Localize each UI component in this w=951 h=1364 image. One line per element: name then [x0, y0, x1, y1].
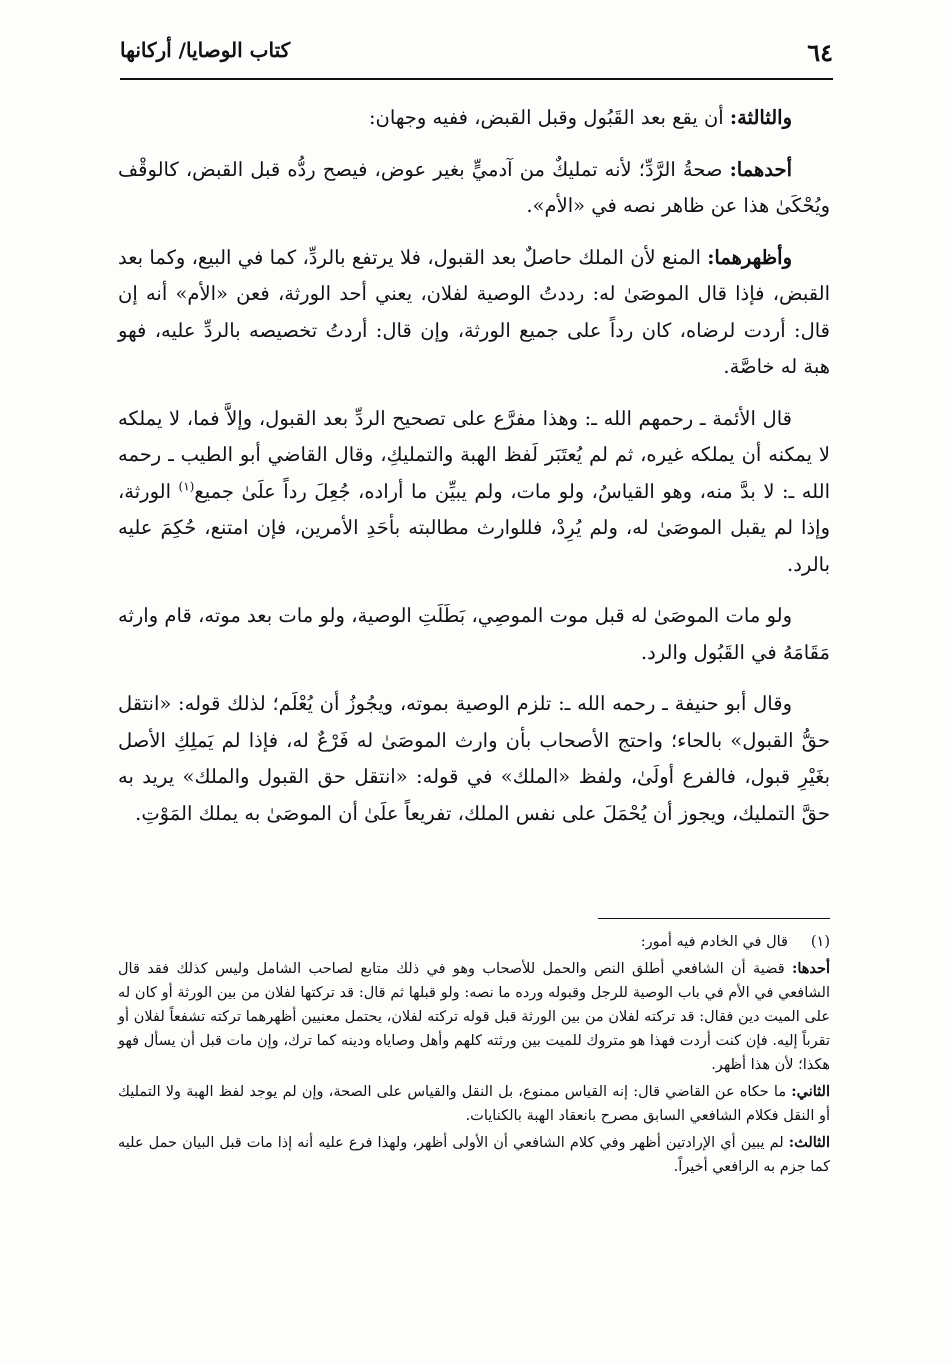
paragraph-death-case — [118, 598, 830, 671]
footnote-lead: الثاني: — [791, 1083, 830, 1100]
paragraph-text: المنع لأن الملك حاصلٌ بعد القبول، فلا يرتفع بالردِّ، كما في البيع، وكما بعد القبض، فإذا قال الموصَىٰ له: رددتُ الوصية لفلان، يعني أحد الورثة، فعن «الأم» أنه إن قال: أردت لرضاه، كان رداً على جميع الورثة، وإن قال: أردتُ تخصيصه بالردِّ عليه، فهو هبة له خاصَّة. — [118, 245, 830, 378]
paragraph-text: أن يقع بعد القَبُول وقبل القبض، ففيه وجهان: — [368, 106, 730, 129]
paragraph-text: الورثة، وإذا لم يقبل الموصَىٰ له، ولم يُرِدْ، فللوارث مطالبته بأحَدِ الأمرين، فإن امتنع، حُكِمَ عليه بالرد. — [118, 479, 830, 576]
paragraph-text: ولو مات الموصَىٰ له قبل موت الموصِي، بَطَلَتِ الوصية، ولو مات بعد موته، قام وارثه مَقَامَهُ في القَبُول والرد. — [118, 604, 830, 664]
paragraph-text: قال الأئمة ـ رحمهم الله ـ: وهذا مفرَّع على تصحيح الردِّ بعد القبول، وإلاَّ فما، لا يملكه لا يمكنه أن يملكه غيره، ثم لم يُعتَبَر لَفظ الهبة والتمليكِ، وقال القاضي أبو الطيب ـ رحمه الله ـ: لا بدَّ منه، وهو القياسُ، ولو مات، ولم يبيِّن ما أراده، جُعِلَ رداً علَىٰ جميع — [118, 406, 830, 503]
footnote-text: ما حكاه عن القاضي قال: إنه القياس ممنوع، بل النقل والقياس على الصحة، وإن لم يوجد لفظ الهبة ولا التمليك أو النقل فكلام الشافعي السابق مصرح بانعقاد الهبة بالكنايات. — [118, 1084, 830, 1124]
paragraph-abu-hanifa — [118, 686, 830, 832]
footnote-divider — [598, 918, 830, 919]
paragraph-lead: أحدهما: — [729, 157, 792, 181]
paragraph-first-view — [118, 152, 830, 225]
footnote-number: (١) — [810, 934, 830, 950]
footnote-reference[interactable]: (١) — [178, 479, 195, 493]
paragraph-lead: والثالثة: — [729, 106, 792, 129]
footnote-lead: الثالث: — [788, 1134, 830, 1151]
footnote-point-second — [118, 1080, 830, 1128]
paragraph-text: وقال أبو حنيفة ـ رحمه الله ـ: تلزم الوصية بموته، ويجُوزُ أن يُعْلَم؛ لذلك قوله: «انتقل حقُّ القبول» بالحاء؛ واحتج الأصحاب بأن وارث الموصَىٰ له فَرْعٌ له، فإذا لم يَملِكِ الأصل بغَيْرِ قبول، فالفرع أولَىٰ، ولفظ «الملك» في قوله: «انتقل حق القبول والملك» يريد به حقَّ التمليك، ويجوز أن يُحْمَلَ على نفس الملك، تفريعاً علَىٰ أن الموصَىٰ به يملك المَوْتِ. — [118, 692, 830, 825]
footnote-text: قضية أن الشافعي أطلق النص والحمل للأصحاب وهو في ذلك متابع لصاحب الشامل وليس كذلك فقد قال الشافعي في الأم في باب الوصية للرجل وقبوله ورده ما نصه: ولو قبلها ثم قال: قد تركتها لفلان من بين الورثة أو كان له على الميت دين فقال: قد تركته لفلان من بين الورثة قبل قوله تركته لفلان، يحتمل معنيين أظهرهما تركته تشفعاً لفلان أو تقرباً إليه. فإن كنت أردت فهذا هو متروك للميت بين ورثته كلهم وأهل وصاياه ودينه كما ترك، وإن مات قبل أن يسأل فهو هكذا؛ لأن هذا أظهر. — [118, 961, 830, 1073]
paragraph-text: صحةُ الرَّدِّ؛ لأنه تمليكٌ من آدميٍّ بغير عوض، فيصح ردُّه قبل القبض، كالوقْف ويُحْكَىٰ هذا عن ظاهر نصه في «الأم». — [118, 157, 830, 217]
running-title: كتاب الوصايا/ أركانها — [120, 38, 291, 62]
paragraph-stronger-view — [118, 240, 830, 386]
footnote-intro — [118, 930, 830, 954]
page-header — [120, 38, 833, 80]
page-number: ٦٤ — [807, 38, 833, 67]
footnote-point-third — [118, 1131, 830, 1179]
footnote-text: لم يبين أي الإرادتين أظهر وفي كلام الشافعي أن الأولى أظهر، ولهذا فرع عليه أنه إذا مات قبل البيان حمل عليه كما جزم به الرافعي أخيراً. — [118, 1135, 830, 1175]
footnote-lead: أحدها: — [791, 960, 830, 977]
paragraph-lead: وأظهرهما: — [707, 245, 792, 269]
footnote-point-first — [118, 957, 830, 1077]
paragraph-third-case — [118, 100, 830, 137]
footnotes — [118, 930, 830, 1182]
footnote-text: قال في الخادم فيه أمور: — [640, 934, 788, 950]
main-text — [118, 100, 830, 847]
paragraph-imams-opinion — [118, 401, 830, 584]
